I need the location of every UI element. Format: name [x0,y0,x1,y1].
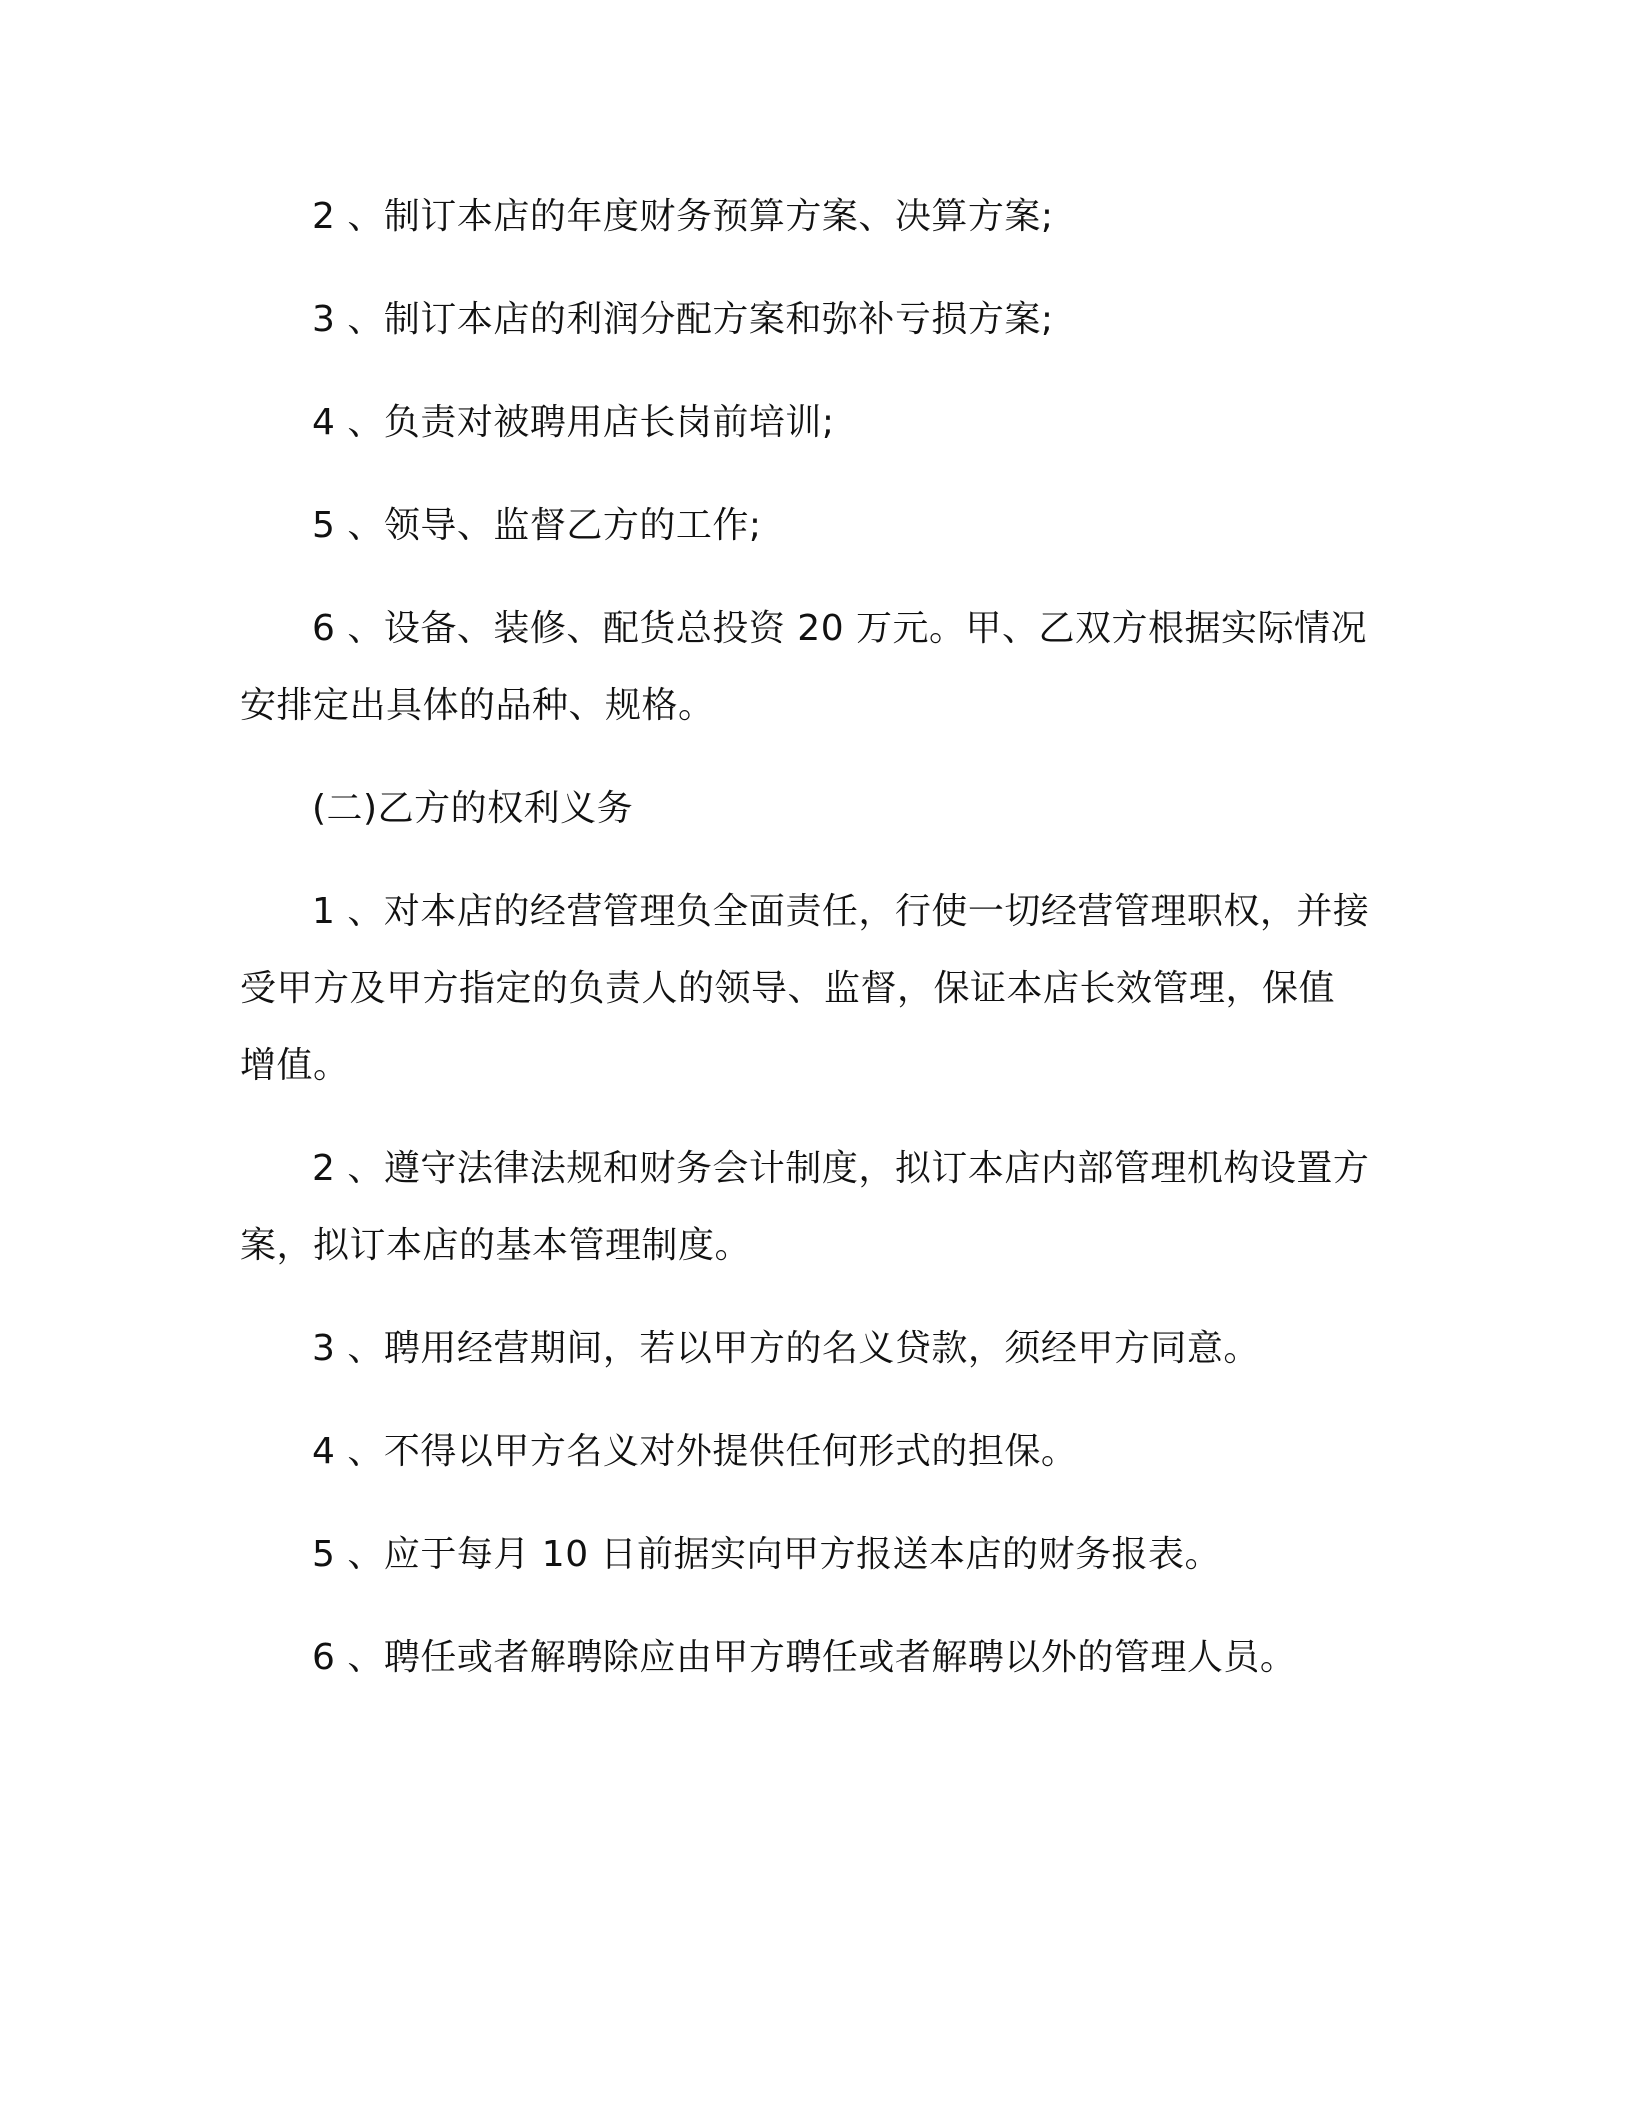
paragraph-a2 [240,178,1385,255]
text-line: 3 、聘用经营期间，若以甲方的名义贷款，须经甲方同意。 [312,1328,1260,1369]
text-line: 4 、负责对被聘用店长岗前培训; [312,402,835,443]
section-heading-text: (二)乙方的权利义务 [312,788,634,829]
text-line: 6 、聘任或者解聘除应由甲方聘任或者解聘以外的管理人员。 [312,1637,1297,1678]
paragraph-b1 [240,873,1385,1104]
text-line: 4 、不得以甲方名义对外提供任何形式的担保。 [312,1431,1078,1472]
text-line: 增值。 [240,1045,350,1086]
text-line: 安排定出具体的品种、规格。 [240,685,715,726]
text-line: 2 、制订本店的年度财务预算方案、决算方案; [312,196,1054,237]
paragraph-b6 [240,1619,1385,1696]
text-line: 3 、制订本店的利润分配方案和弥补亏损方案; [312,299,1054,340]
section-heading-party-b-rights [240,770,1385,847]
paragraph-a6 [240,590,1385,744]
paragraph-b3 [240,1310,1385,1387]
text-line: 1 、对本店的经营管理负全面责任，行使一切经营管理职权，并接 [312,891,1370,932]
paragraph-a5 [240,487,1385,564]
paragraph-b4 [240,1413,1385,1490]
text-line: 5 、应于每月 10 日前据实向甲方报送本店的财务报表。 [312,1534,1222,1575]
text-line: 5 、领导、监督乙方的工作; [312,505,762,546]
paragraph-a3 [240,281,1385,358]
paragraph-a4 [240,384,1385,461]
paragraph-b5 [240,1516,1385,1593]
text-line: 6 、设备、装修、配货总投资 20 万元。甲、乙双方根据实际情况 [312,608,1368,649]
text-line: 2 、遵守法律法规和财务会计制度，拟订本店内部管理机构设置方 [312,1148,1370,1189]
paragraph-b2 [240,1130,1385,1284]
text-line: 受甲方及甲方指定的负责人的领导、监督，保证本店长效管理，保值 [240,968,1336,1009]
text-line: 案，拟订本店的基本管理制度。 [240,1225,752,1266]
